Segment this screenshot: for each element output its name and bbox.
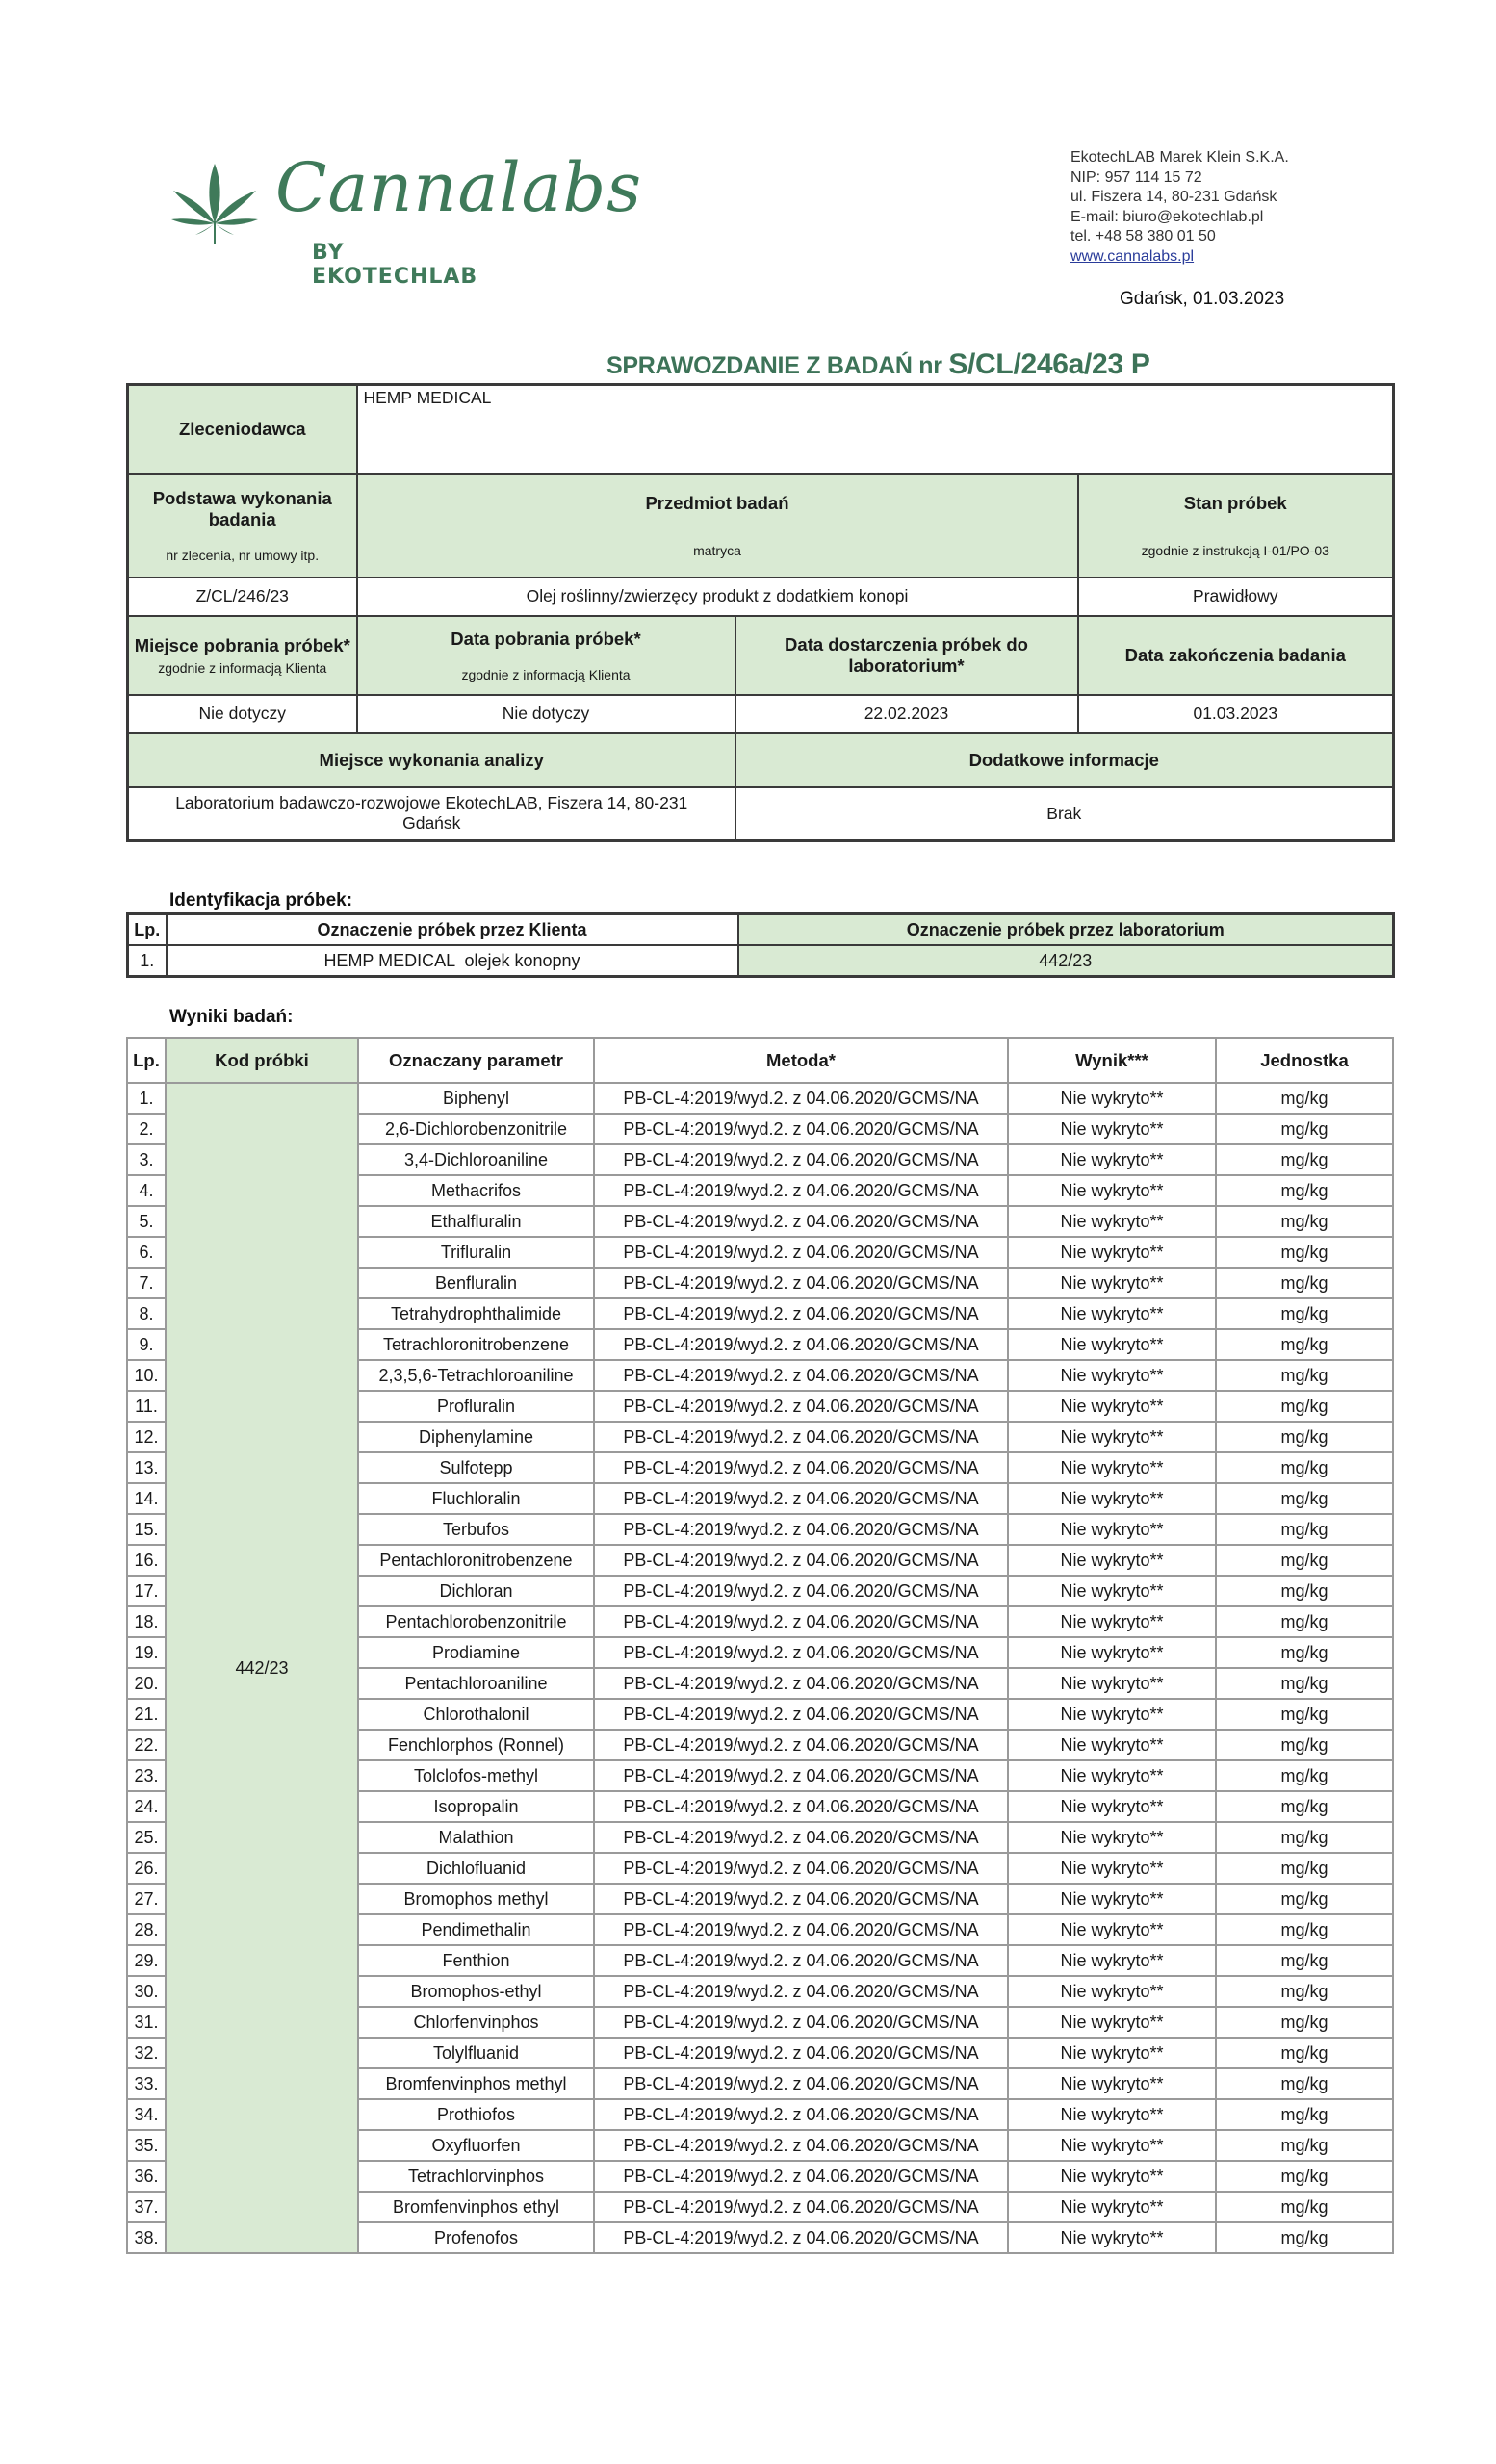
results-result: Nie wykryto** — [1008, 1545, 1216, 1576]
ident-col-lab: Oznaczenie próbek przez laboratorium — [738, 914, 1394, 946]
results-unit: mg/kg — [1216, 1822, 1393, 1853]
results-method: PB-CL-4:2019/wyd.2. z 04.06.2020/GCMS/NA — [594, 1391, 1008, 1422]
results-method: PB-CL-4:2019/wyd.2. z 04.06.2020/GCMS/NA — [594, 1298, 1008, 1329]
sampling-place-sub: zgodnie z informacją Klienta — [158, 659, 327, 676]
results-method: PB-CL-4:2019/wyd.2. z 04.06.2020/GCMS/NA — [594, 2130, 1008, 2161]
sampling-date-header — [357, 616, 735, 695]
results-lp: 34. — [127, 2099, 166, 2130]
sampling-place-header — [128, 616, 357, 695]
results-parameter: Malathion — [358, 1822, 594, 1853]
results-lp: 26. — [127, 1853, 166, 1884]
results-parameter: Bromophos-ethyl — [358, 1976, 594, 2007]
results-heading: Wyniki badań: — [169, 1007, 294, 1027]
results-result: Nie wykryto** — [1008, 1298, 1216, 1329]
results-method: PB-CL-4:2019/wyd.2. z 04.06.2020/GCMS/NA — [594, 1175, 1008, 1206]
results-lp: 16. — [127, 1545, 166, 1576]
results-lp: 19. — [127, 1637, 166, 1668]
results-result: Nie wykryto** — [1008, 2007, 1216, 2038]
additional-info-value: Brak — [735, 787, 1394, 841]
results-method: PB-CL-4:2019/wyd.2. z 04.06.2020/GCMS/NA — [594, 1514, 1008, 1545]
results-unit: mg/kg — [1216, 2099, 1393, 2130]
results-lp: 11. — [127, 1391, 166, 1422]
results-unit: mg/kg — [1216, 1114, 1393, 1144]
results-unit: mg/kg — [1216, 2222, 1393, 2253]
logo-wordmark: Cannalabs — [275, 148, 643, 227]
results-result: Nie wykryto** — [1008, 1206, 1216, 1237]
basis-sub: nr zlecenia, nr umowy itp. — [166, 547, 320, 563]
results-result: Nie wykryto** — [1008, 2161, 1216, 2192]
results-parameter: Pentachloronitrobenzene — [358, 1545, 594, 1576]
results-result: Nie wykryto** — [1008, 1791, 1216, 1822]
results-lp: 38. — [127, 2222, 166, 2253]
analysis-place-label: Miejsce wykonania analizy — [128, 733, 735, 787]
results-lp: 9. — [127, 1329, 166, 1360]
ident-row — [128, 945, 1394, 977]
results-parameter: Trifluralin — [358, 1237, 594, 1268]
results-method: PB-CL-4:2019/wyd.2. z 04.06.2020/GCMS/NA — [594, 2222, 1008, 2253]
results-unit: mg/kg — [1216, 1360, 1393, 1391]
results-parameter: Fluchloralin — [358, 1483, 594, 1514]
results-lp: 12. — [127, 1422, 166, 1452]
results-parameter: Isopropalin — [358, 1791, 594, 1822]
results-lp: 24. — [127, 1791, 166, 1822]
results-result: Nie wykryto** — [1008, 2038, 1216, 2068]
sampling-date-sub: zgodnie z informacją Klienta — [461, 666, 631, 682]
results-result: Nie wykryto** — [1008, 2068, 1216, 2099]
report-title — [606, 348, 1150, 381]
results-parameter: Profenofos — [358, 2222, 594, 2253]
results-parameter: Diphenylamine — [358, 1422, 594, 1452]
results-parameter: Biphenyl — [358, 1083, 594, 1114]
results-parameter: 2,6-Dichlorobenzonitrile — [358, 1114, 594, 1144]
results-method: PB-CL-4:2019/wyd.2. z 04.06.2020/GCMS/NA — [594, 1114, 1008, 1144]
results-result: Nie wykryto** — [1008, 1914, 1216, 1945]
results-result: Nie wykryto** — [1008, 1884, 1216, 1914]
subject-header — [357, 474, 1078, 578]
results-lp: 35. — [127, 2130, 166, 2161]
company-info — [1070, 148, 1289, 267]
results-method: PB-CL-4:2019/wyd.2. z 04.06.2020/GCMS/NA — [594, 1360, 1008, 1391]
results-parameter: Pendimethalin — [358, 1914, 594, 1945]
results-lp: 28. — [127, 1914, 166, 1945]
results-result: Nie wykryto** — [1008, 1514, 1216, 1545]
results-unit: mg/kg — [1216, 1391, 1393, 1422]
analysis-place-value: Laboratorium badawczo-rozwojowe EkotechLAB, Fiszera 14, 80-231 Gdańsk — [128, 787, 735, 841]
results-unit: mg/kg — [1216, 1914, 1393, 1945]
results-unit: mg/kg — [1216, 1699, 1393, 1730]
results-lp: 31. — [127, 2007, 166, 2038]
sampling-place-label: Miejsce pobrania próbek* — [134, 634, 350, 655]
subject-sub: matryca — [693, 542, 741, 558]
company-name: EkotechLAB Marek Klein S.K.A. — [1070, 149, 1289, 166]
results-result: Nie wykryto** — [1008, 1576, 1216, 1606]
results-lp: 7. — [127, 1268, 166, 1298]
state-label: Stan próbek — [1183, 492, 1287, 513]
results-lp: 20. — [127, 1668, 166, 1699]
company-nip: NIP: 957 114 15 72 — [1070, 168, 1202, 186]
results-lp: 25. — [127, 1822, 166, 1853]
subject-value: Olej roślinny/zwierzęcy produkt z dodatkiem konopi — [357, 578, 1078, 616]
results-result: Nie wykryto** — [1008, 1760, 1216, 1791]
results-method: PB-CL-4:2019/wyd.2. z 04.06.2020/GCMS/NA — [594, 1545, 1008, 1576]
results-unit: mg/kg — [1216, 1237, 1393, 1268]
results-unit: mg/kg — [1216, 1206, 1393, 1237]
results-parameter: Ethalfluralin — [358, 1206, 594, 1237]
results-parameter: Fenthion — [358, 1945, 594, 1976]
results-lp: 32. — [127, 2038, 166, 2068]
results-lp: 4. — [127, 1175, 166, 1206]
results-method: PB-CL-4:2019/wyd.2. z 04.06.2020/GCMS/NA — [594, 2192, 1008, 2222]
results-col-unit: Jednostka — [1216, 1038, 1393, 1083]
results-parameter: Bromfenvinphos methyl — [358, 2068, 594, 2099]
results-parameter: Benfluralin — [358, 1268, 594, 1298]
results-method: PB-CL-4:2019/wyd.2. z 04.06.2020/GCMS/NA — [594, 1268, 1008, 1298]
results-result: Nie wykryto** — [1008, 1360, 1216, 1391]
results-method: PB-CL-4:2019/wyd.2. z 04.06.2020/GCMS/NA — [594, 1637, 1008, 1668]
results-unit: mg/kg — [1216, 1576, 1393, 1606]
results-result: Nie wykryto** — [1008, 1391, 1216, 1422]
results-unit: mg/kg — [1216, 1545, 1393, 1576]
results-lp: 37. — [127, 2192, 166, 2222]
results-sample-code: 442/23 — [166, 1083, 358, 2253]
results-lp: 5. — [127, 1206, 166, 1237]
results-result: Nie wykryto** — [1008, 1175, 1216, 1206]
results-result: Nie wykryto** — [1008, 2130, 1216, 2161]
results-result: Nie wykryto** — [1008, 1699, 1216, 1730]
results-result: Nie wykryto** — [1008, 2099, 1216, 2130]
results-unit: mg/kg — [1216, 1853, 1393, 1884]
results-parameter: 2,3,5,6-Tetrachloroaniline — [358, 1360, 594, 1391]
results-method: PB-CL-4:2019/wyd.2. z 04.06.2020/GCMS/NA — [594, 1483, 1008, 1514]
results-parameter: Tetrachlorvinphos — [358, 2161, 594, 2192]
ident-client: HEMP MEDICAL olejek konopny — [167, 945, 738, 977]
results-method: PB-CL-4:2019/wyd.2. z 04.06.2020/GCMS/NA — [594, 1760, 1008, 1791]
results-method: PB-CL-4:2019/wyd.2. z 04.06.2020/GCMS/NA — [594, 1853, 1008, 1884]
results-parameter: Profluralin — [358, 1391, 594, 1422]
results-parameter: 3,4-Dichloroaniline — [358, 1144, 594, 1175]
delivery-date-value: 22.02.2023 — [735, 695, 1078, 733]
results-method: PB-CL-4:2019/wyd.2. z 04.06.2020/GCMS/NA — [594, 1452, 1008, 1483]
results-unit: mg/kg — [1216, 1637, 1393, 1668]
cannabis-leaf-icon — [171, 164, 258, 245]
results-result: Nie wykryto** — [1008, 1329, 1216, 1360]
results-parameter: Bromophos methyl — [358, 1884, 594, 1914]
sampling-date-label: Data pobrania próbek* — [451, 628, 641, 649]
results-method: PB-CL-4:2019/wyd.2. z 04.06.2020/GCMS/NA — [594, 2038, 1008, 2068]
client-label: Zleceniodawca — [128, 385, 357, 474]
results-method: PB-CL-4:2019/wyd.2. z 04.06.2020/GCMS/NA — [594, 2068, 1008, 2099]
results-parameter: Oxyfluorfen — [358, 2130, 594, 2161]
results-lp: 17. — [127, 1576, 166, 1606]
results-parameter: Tetrahydrophthalimide — [358, 1298, 594, 1329]
results-method: PB-CL-4:2019/wyd.2. z 04.06.2020/GCMS/NA — [594, 1976, 1008, 2007]
subject-label: Przedmiot badań — [645, 492, 789, 513]
basis-value: Z/CL/246/23 — [128, 578, 357, 616]
results-unit: mg/kg — [1216, 2068, 1393, 2099]
results-unit: mg/kg — [1216, 1422, 1393, 1452]
results-unit: mg/kg — [1216, 1268, 1393, 1298]
results-table — [126, 1037, 1394, 2254]
results-unit: mg/kg — [1216, 2130, 1393, 2161]
results-parameter: Tolclofos-methyl — [358, 1760, 594, 1791]
results-lp: 27. — [127, 1884, 166, 1914]
results-parameter: Dichloran — [358, 1576, 594, 1606]
results-unit: mg/kg — [1216, 2007, 1393, 2038]
results-unit: mg/kg — [1216, 2192, 1393, 2222]
ident-col-client: Oznaczenie próbek przez Klienta — [167, 914, 738, 946]
sampling-date-value: Nie dotyczy — [357, 695, 735, 733]
results-lp: 18. — [127, 1606, 166, 1637]
results-col-lp: Lp. — [127, 1038, 166, 1083]
state-header — [1078, 474, 1394, 578]
results-parameter: Dichlofluanid — [358, 1853, 594, 1884]
results-lp: 6. — [127, 1237, 166, 1268]
company-address: ul. Fiszera 14, 80-231 Gdańsk — [1070, 189, 1277, 205]
results-lp: 8. — [127, 1298, 166, 1329]
results-method: PB-CL-4:2019/wyd.2. z 04.06.2020/GCMS/NA — [594, 1914, 1008, 1945]
identification-heading: Identyfikacja próbek: — [169, 890, 353, 911]
ident-lp: 1. — [128, 945, 167, 977]
results-method: PB-CL-4:2019/wyd.2. z 04.06.2020/GCMS/NA — [594, 1668, 1008, 1699]
results-parameter: Prodiamine — [358, 1637, 594, 1668]
results-result: Nie wykryto** — [1008, 1452, 1216, 1483]
results-method: PB-CL-4:2019/wyd.2. z 04.06.2020/GCMS/NA — [594, 1822, 1008, 1853]
results-method: PB-CL-4:2019/wyd.2. z 04.06.2020/GCMS/NA — [594, 2007, 1008, 2038]
basis-header — [128, 474, 357, 578]
results-lp: 22. — [127, 1730, 166, 1760]
results-parameter: Tetrachloronitrobenzene — [358, 1329, 594, 1360]
results-unit: mg/kg — [1216, 1760, 1393, 1791]
results-parameter: Sulfotepp — [358, 1452, 594, 1483]
state-value: Prawidłowy — [1078, 578, 1394, 616]
identification-table — [126, 912, 1395, 978]
sampling-place-value: Nie dotyczy — [128, 695, 357, 733]
results-result: Nie wykryto** — [1008, 1422, 1216, 1452]
results-lp: 10. — [127, 1360, 166, 1391]
results-col-result: Wynik*** — [1008, 1038, 1216, 1083]
client-value: HEMP MEDICAL — [357, 385, 1394, 474]
results-col-parameter: Oznaczany parametr — [358, 1038, 594, 1083]
results-unit: mg/kg — [1216, 1668, 1393, 1699]
place-date: Gdańsk, 01.03.2023 — [1120, 289, 1285, 309]
results-result: Nie wykryto** — [1008, 2222, 1216, 2253]
results-result: Nie wykryto** — [1008, 1668, 1216, 1699]
results-col-method: Metoda* — [594, 1038, 1008, 1083]
results-lp: 29. — [127, 1945, 166, 1976]
results-result: Nie wykryto** — [1008, 1606, 1216, 1637]
results-parameter: Chlorfenvinphos — [358, 2007, 594, 2038]
results-method: PB-CL-4:2019/wyd.2. z 04.06.2020/GCMS/NA — [594, 1884, 1008, 1914]
results-parameter: Chlorothalonil — [358, 1699, 594, 1730]
results-lp: 2. — [127, 1114, 166, 1144]
results-result: Nie wykryto** — [1008, 1853, 1216, 1884]
ident-col-lp: Lp. — [128, 914, 167, 946]
results-lp: 15. — [127, 1514, 166, 1545]
end-date-label: Data zakończenia badania — [1078, 616, 1394, 695]
company-website-link[interactable]: www.cannalabs.pl — [1070, 247, 1195, 265]
results-method: PB-CL-4:2019/wyd.2. z 04.06.2020/GCMS/NA — [594, 1576, 1008, 1606]
results-result: Nie wykryto** — [1008, 1822, 1216, 1853]
results-parameter: Bromfenvinphos ethyl — [358, 2192, 594, 2222]
basis-label: Podstawa wykonania badania — [152, 487, 332, 529]
results-lp: 21. — [127, 1699, 166, 1730]
results-lp: 30. — [127, 1976, 166, 2007]
results-col-code: Kod próbki — [166, 1038, 358, 1083]
ident-lab: 442/23 — [738, 945, 1394, 977]
results-method: PB-CL-4:2019/wyd.2. z 04.06.2020/GCMS/NA — [594, 1422, 1008, 1452]
results-parameter: Pentachloroaniline — [358, 1668, 594, 1699]
results-lp: 1. — [127, 1083, 166, 1114]
table-row — [127, 1083, 1393, 1114]
results-result: Nie wykryto** — [1008, 1730, 1216, 1760]
report-number: S/CL/246a/23 P — [948, 348, 1150, 380]
results-method: PB-CL-4:2019/wyd.2. z 04.06.2020/GCMS/NA — [594, 1730, 1008, 1760]
report-info-table — [126, 383, 1395, 842]
results-parameter: Fenchlorphos (Ronnel) — [358, 1730, 594, 1760]
results-parameter: Pentachlorobenzonitrile — [358, 1606, 594, 1637]
additional-info-label: Dodatkowe informacje — [735, 733, 1394, 787]
results-method: PB-CL-4:2019/wyd.2. z 04.06.2020/GCMS/NA — [594, 1206, 1008, 1237]
results-unit: mg/kg — [1216, 1606, 1393, 1637]
results-unit: mg/kg — [1216, 2161, 1393, 2192]
results-unit: mg/kg — [1216, 1329, 1393, 1360]
results-result: Nie wykryto** — [1008, 1114, 1216, 1144]
results-lp: 23. — [127, 1760, 166, 1791]
results-unit: mg/kg — [1216, 1483, 1393, 1514]
results-lp: 14. — [127, 1483, 166, 1514]
results-unit: mg/kg — [1216, 1791, 1393, 1822]
results-lp: 36. — [127, 2161, 166, 2192]
results-method: PB-CL-4:2019/wyd.2. z 04.06.2020/GCMS/NA — [594, 1791, 1008, 1822]
results-unit: mg/kg — [1216, 1884, 1393, 1914]
results-result: Nie wykryto** — [1008, 1945, 1216, 1976]
results-result: Nie wykryto** — [1008, 1483, 1216, 1514]
results-method: PB-CL-4:2019/wyd.2. z 04.06.2020/GCMS/NA — [594, 1329, 1008, 1360]
results-method: PB-CL-4:2019/wyd.2. z 04.06.2020/GCMS/NA — [594, 1237, 1008, 1268]
results-parameter: Methacrifos — [358, 1175, 594, 1206]
results-unit: mg/kg — [1216, 1514, 1393, 1545]
results-result: Nie wykryto** — [1008, 2192, 1216, 2222]
logo — [171, 144, 643, 289]
results-method: PB-CL-4:2019/wyd.2. z 04.06.2020/GCMS/NA — [594, 2161, 1008, 2192]
results-lp: 3. — [127, 1144, 166, 1175]
delivery-date-label: Data dostarczenia próbek do laboratorium* — [735, 616, 1078, 695]
results-lp: 13. — [127, 1452, 166, 1483]
results-unit: mg/kg — [1216, 1452, 1393, 1483]
results-unit: mg/kg — [1216, 1144, 1393, 1175]
logo-subtitle: BY EKOTECHLAB — [312, 241, 478, 289]
results-parameter: Tolylfluanid — [358, 2038, 594, 2068]
results-method: PB-CL-4:2019/wyd.2. z 04.06.2020/GCMS/NA — [594, 1945, 1008, 1976]
results-unit: mg/kg — [1216, 1083, 1393, 1114]
results-method: PB-CL-4:2019/wyd.2. z 04.06.2020/GCMS/NA — [594, 2099, 1008, 2130]
results-unit: mg/kg — [1216, 1298, 1393, 1329]
report-title-prefix: SPRAWOZDANIE Z BADAŃ nr — [606, 352, 949, 379]
state-sub: zgodnie z instrukcją I-01/PO-03 — [1141, 542, 1329, 558]
results-unit: mg/kg — [1216, 1945, 1393, 1976]
results-result: Nie wykryto** — [1008, 1268, 1216, 1298]
results-lp: 33. — [127, 2068, 166, 2099]
end-date-value: 01.03.2023 — [1078, 695, 1394, 733]
results-unit: mg/kg — [1216, 1730, 1393, 1760]
results-result: Nie wykryto** — [1008, 1144, 1216, 1175]
results-unit: mg/kg — [1216, 1976, 1393, 2007]
results-parameter: Terbufos — [358, 1514, 594, 1545]
results-method: PB-CL-4:2019/wyd.2. z 04.06.2020/GCMS/NA — [594, 1606, 1008, 1637]
results-method: PB-CL-4:2019/wyd.2. z 04.06.2020/GCMS/NA — [594, 1699, 1008, 1730]
results-result: Nie wykryto** — [1008, 1976, 1216, 2007]
results-unit: mg/kg — [1216, 1175, 1393, 1206]
results-result: Nie wykryto** — [1008, 1083, 1216, 1114]
company-phone: tel. +48 58 380 01 50 — [1070, 228, 1216, 244]
results-result: Nie wykryto** — [1008, 1637, 1216, 1668]
results-parameter: Prothiofos — [358, 2099, 594, 2130]
results-method: PB-CL-4:2019/wyd.2. z 04.06.2020/GCMS/NA — [594, 1083, 1008, 1114]
results-result: Nie wykryto** — [1008, 1237, 1216, 1268]
company-email: E-mail: biuro@ekotechlab.pl — [1070, 208, 1264, 225]
results-method: PB-CL-4:2019/wyd.2. z 04.06.2020/GCMS/NA — [594, 1144, 1008, 1175]
results-unit: mg/kg — [1216, 2038, 1393, 2068]
